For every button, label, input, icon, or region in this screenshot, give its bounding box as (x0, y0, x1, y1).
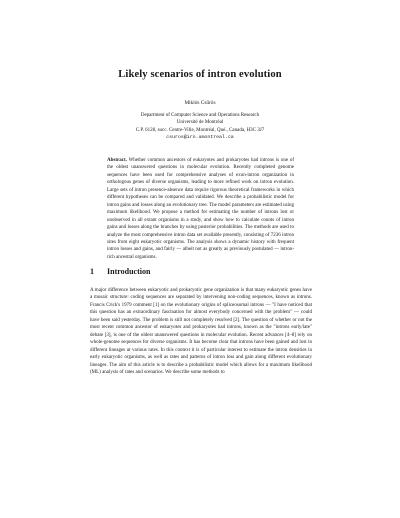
affiliation-university: Université de Montréal (176, 120, 224, 126)
affiliation-department: Department of Computer Science and Operations Research (140, 113, 260, 118)
paper-title: Likely scenarios of intron evolution (118, 69, 282, 80)
section-heading (90, 267, 150, 276)
abstract-text: Whether common ancestors of eukaryotes and prokaryotes had introns is one of the oldest unanswered questions in molecular evolution. Recently completed genome sequences have been used for comprehensive analyses of exon-intron organization in orthologous genes of diverse organisms, leading to more refined work on intron evolution. Large sets of intron presence-absence data require rigorous theoretical frameworks in which different hypotheses can be compared and validated. We describe a probabilistic model for intron gains and losses along an evolutionary tree. The model parameters are estimated using maximum likelihood. We propose a method for estimating the number of introns lost or unobserved in all extant organisms in a study, and show how to calculate counts of intron gains and losses along the branches by using posterior probabilities. The methods are used to analyze the most comprehensive intron data set available presently, consisting of 7236 intron sites from eight eukaryotic organisms. The analysis shows a dynamic history with frequent intron losses and gains, and fairly — albeit not as greatly as previously postulated — intron-rich ancestral organisms. (107, 158, 294, 260)
affiliation-block (0, 112, 400, 142)
section-number: 1 (90, 267, 94, 276)
introduction-paragraph: A major difference between eukaryotic and prokaryotic gene organization is that many eukaryotic genes have a mosaic structure: coding sequences are separated by intervening non-coding sequences, known as introns. Francis Crick's 1979 comment [1] on the evolutionary origins of spliceosomal introns — "I have noticed that this question has an extraordinary fascination for almost everybody concerned with the problem" — could have been said yesterday. The problem is still not completely resolved [2]. The question of whether or not the most recent common ancestor of eukaryotes and prokaryotes had introns, known as the "introns early/late" debate [3], is one of the oldest unanswered questions in molecular evolution. Recent advances [4–8] rely on whole-genome sequences for diverse organisms. It has become clear that introns have been gained and lost in different lineages at various rates. In this context it is of particular interest to estimate the intron densities in early eukaryotic organisms, as well as rates and patterns of intron loss and gain along different evolutionary lineages. The aim of this article is to describe a probabilistic model which allows for a maximum likelihood (ML) analysis of rates and scenarios. We describe some methods to (90, 288, 312, 376)
affiliation-address: C.P. 6128, succ. Centre-Ville, Montréal, Qué., Canada, H3C 3J7 (135, 127, 265, 133)
author-email: csuros@iro.umontreal.ca (166, 135, 234, 141)
abstract (107, 157, 294, 261)
abstract-label: Abstract. (107, 158, 127, 163)
section-title: Introduction (107, 267, 151, 276)
author-name: Miklós Csűrös (184, 100, 216, 106)
